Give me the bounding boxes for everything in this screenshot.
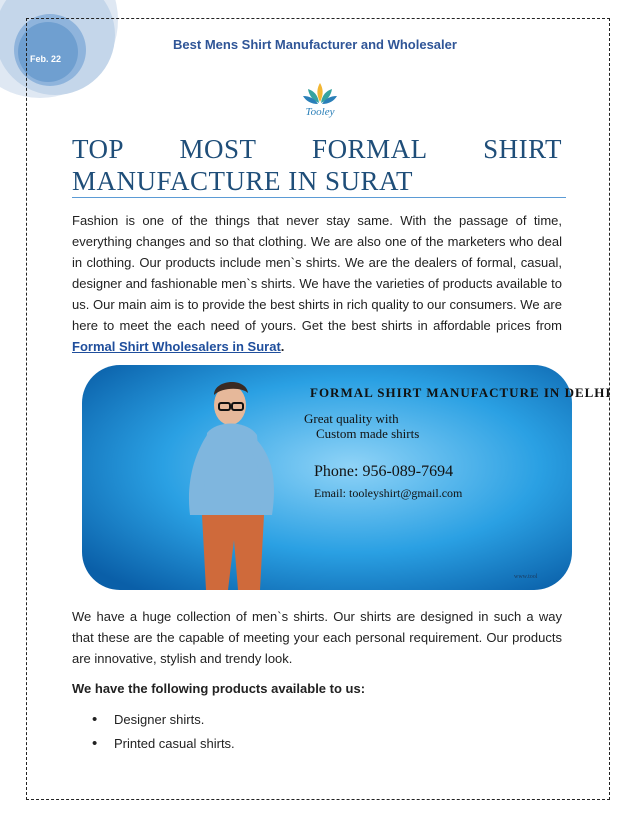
list-item: • Printed casual shirts. [114,732,235,756]
title-word: SHIRT [483,134,562,164]
wholesalers-link[interactable]: Formal Shirt Wholesalers in Surat [72,339,281,354]
products-heading: We have the following products available to us: [72,681,366,696]
banner-email: Email: tooleyshirt@gmail.com [314,486,463,500]
intro-paragraph [72,210,562,357]
header-title: Best Mens Shirt Manufacturer and Wholesaler [173,37,457,52]
logo-text: Tooley [305,106,335,118]
intro-text: Fashion is one of the things that never stay same. With the passage of time, everything changes and so that clothing. We are also one of the marketers who deal in clothing. Our products include men`s shirts. We are the dealers of formal, casual, designer and fashionable men`s shirts. We have the varieties of products available to us. Our main aim is to provide the best shirts in rich quality to our consumers. We are here to meet the each need of yours. Get the best shirts in affordable prices from [72,213,562,333]
banner-phone: Phone: 956-089-7694 [314,463,454,480]
title-word: FORMAL [312,134,428,164]
article-title-line-2: MANUFACTURE IN SURAT [72,166,414,196]
products-list [72,708,235,756]
title-underline [72,197,566,198]
article-title-line-1 [72,133,562,165]
date-badge: Feb. 22 [30,54,62,64]
title-word: MOST [179,134,257,164]
title-word: TOP [72,134,125,164]
banner-website: www.tool [514,574,538,580]
banner-heading: FORMAL SHIRT MANUFACTURE IN DELHI [310,385,612,400]
article-title [72,133,562,197]
intro-end: . [280,339,285,354]
banner-tagline-2: Custom made shirts [316,426,420,441]
banner-tagline-1: Great quality with [304,411,399,426]
banner-image [82,365,612,590]
list-item: • Designer shirts. [114,708,235,732]
collection-paragraph: We have a huge collection of men`s shirts. Our shirts are designed in such a way that these are the capable of meeting your each personal requirement. Our products are innovative, stylish and trendy look. [72,609,562,666]
